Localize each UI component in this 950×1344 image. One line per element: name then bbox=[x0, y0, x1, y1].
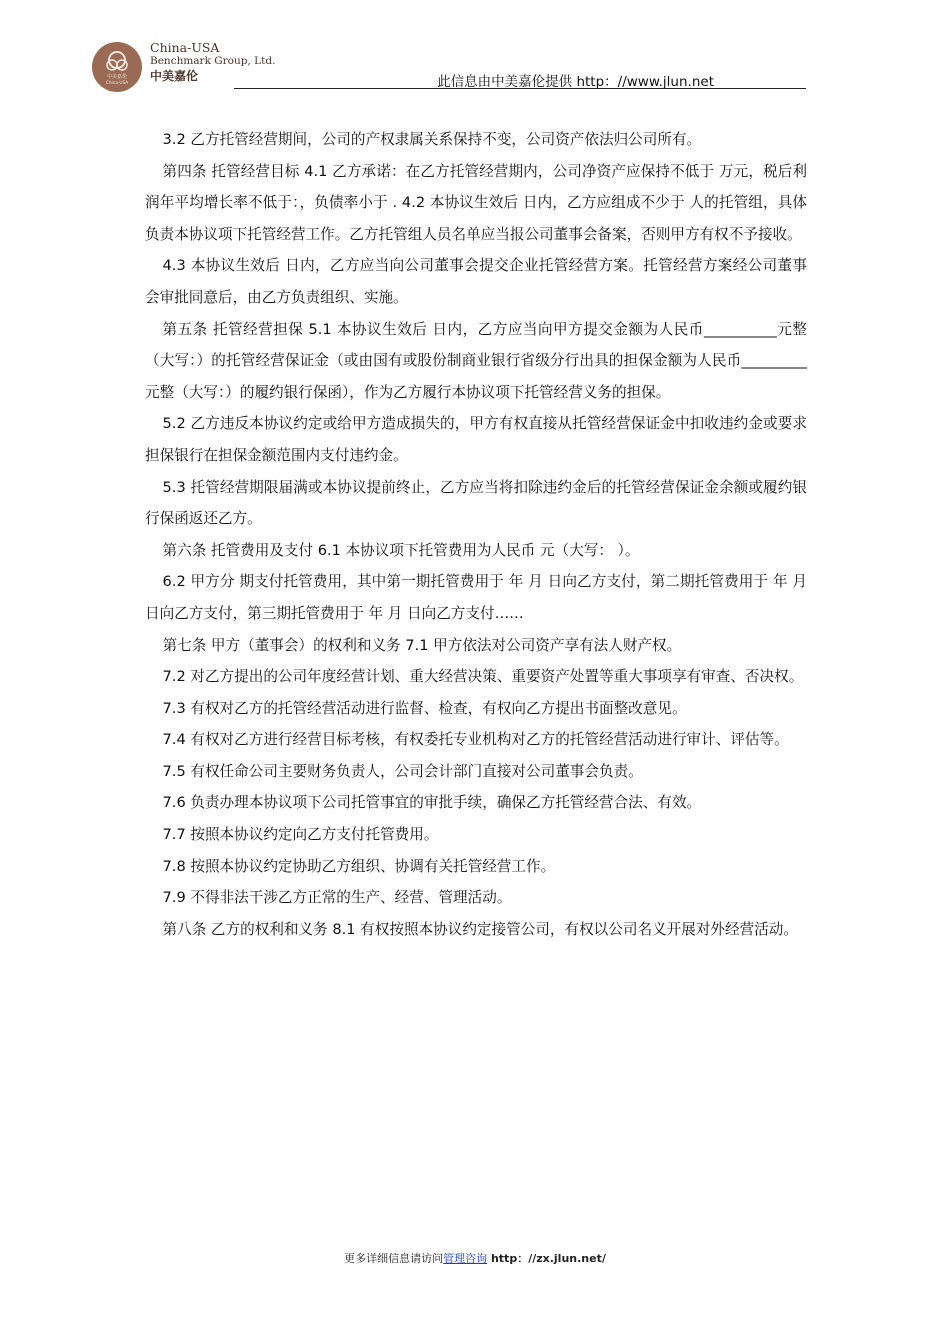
paragraph: 第七条 甲方（董事会）的权利和义务 7.1 甲方依法对公司资产享有法人财产权。 bbox=[162, 636, 682, 654]
paragraph: 7.3 有权对乙方的托管经营活动进行监督、检查，有权向乙方提出书面整改意见。 bbox=[162, 699, 687, 717]
paragraph: 5.3 托管经营期限届满或本协议提前终止，乙方应当将扣除违约金后的托管经营保证金余额或履约银行保函返还乙方。 bbox=[145, 478, 807, 528]
paragraph: 第六条 托管费用及支付 6.1 本协议项下托管费用为人民币 元（大写： ）。 bbox=[162, 541, 640, 559]
footer-prefix: 更多详细信息请访问 bbox=[344, 1252, 444, 1265]
logo-text-en: China-USA bbox=[105, 80, 129, 85]
brand-line-2: Benchmark Group, Ltd. bbox=[150, 55, 276, 67]
page-footer bbox=[0, 1250, 950, 1266]
paragraph: 7.2 对乙方提出的公司年度经营计划、重大经营决策、重要资产处置等重大事项享有审查、否决权。 bbox=[162, 668, 804, 686]
paragraph: 7.7 按照本协议约定向乙方支付托管费用。 bbox=[162, 826, 439, 844]
brand-line-3: 中美嘉伦 bbox=[150, 69, 199, 83]
document-body bbox=[145, 124, 807, 945]
paragraph: 7.9 不得非法干涉乙方正常的生产、经营、管理活动。 bbox=[162, 889, 512, 907]
paragraph: 7.6 负责办理本协议项下公司托管事宜的审批手续，确保乙方托管经营合法、有效。 bbox=[162, 794, 702, 812]
paragraph: 4.3 本协议生效后 日内，乙方应当向公司董事会提交企业托管经营方案。托管经营方案经公司董事会审批同意后，由乙方负责组织、实施。 bbox=[145, 257, 807, 306]
provider-text: 此信息由中美嘉伦提供 http：//www.jlun.net bbox=[437, 74, 714, 90]
page-header bbox=[88, 38, 806, 92]
logo-text-cn: 中美嘉伦 bbox=[106, 74, 128, 80]
header-divider bbox=[234, 88, 806, 89]
footer-url: http：//zx.jlun.net/ bbox=[487, 1252, 606, 1265]
paragraph: 7.4 有权对乙方进行经营目标考核，有权委托专业机构对乙方的托管经营活动进行审计、评估等。 bbox=[162, 731, 789, 749]
paragraph: 7.8 按照本协议约定协助乙方组织、协调有关托管经营工作。 bbox=[162, 857, 556, 875]
paragraph: 6.2 甲方分 期支付托管费用，其中第一期托管费用于 年 月 日向乙方支付，第二期托管费用于 年 月 日向乙方支付，第三期托管费用于 年 月 日向乙方支付…… bbox=[145, 573, 807, 622]
paragraph: 7.5 有权任命公司主要财务负责人，公司会计部门直接对公司董事会负责。 bbox=[162, 762, 643, 780]
company-logo-icon bbox=[92, 42, 142, 92]
paragraph: 第八条 乙方的权利和义务 8.1 有权按照本协议约定接管公司，有权以公司名义开展对外经营活动。 bbox=[162, 920, 798, 938]
paragraph: 5.2 乙方违反本协议约定或给甲方造成损失的，甲方有权直接从托管经营保证金中扣收违约金或要求担保银行在担保金额范围内支付违约金。 bbox=[145, 415, 807, 464]
brand-line-1: China-USA bbox=[150, 40, 220, 55]
paragraph: 第四条 托管经营目标 4.1 乙方承诺：在乙方托管经营期内，公司净资产应保持不低于 万元，税后利润年平均增长率不低于：，负债率小于 . 4.2 本协议生效后 日内，乙方应组成不少于 人的托管组，具体负责本协议项下托管经营工作。乙方托管组人员名单应当报公司董事会备案，否则甲方有权不予接收。 bbox=[145, 162, 807, 243]
paragraph: 3.2 乙方托管经营期间，公司的产权隶属关系保持不变，公司资产依法归公司所有。 bbox=[162, 131, 702, 148]
paragraph: 第五条 托管经营担保 5.1 本协议生效后 日内，乙方应当向甲方提交金额为人民币__________元整（大写：）的托管经营保证金（或由国有或股份制商业银行省级分行出具的担保金额为人民币_________元整（大写：）的履约银行保函），作为乙方履行本协议项下托管经营义务的担保。 bbox=[145, 320, 807, 401]
brand-name bbox=[150, 40, 275, 84]
consulting-link[interactable]: 管理咨询 bbox=[443, 1252, 488, 1265]
